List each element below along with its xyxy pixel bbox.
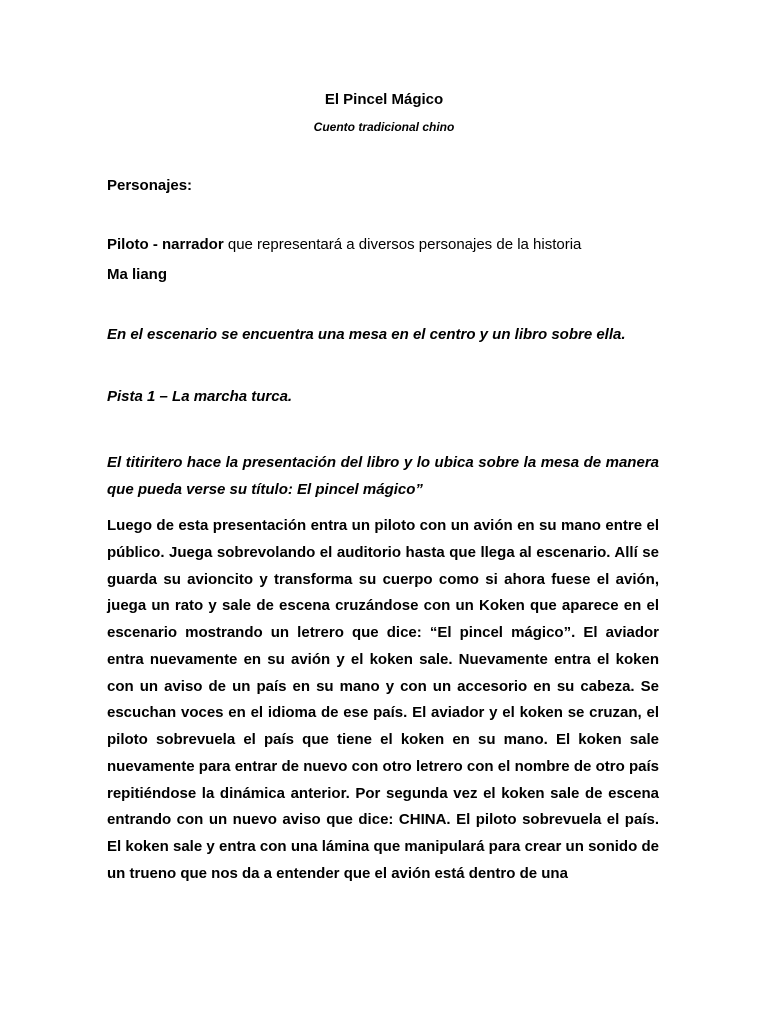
- paragraph-presentation: El titiritero hace la presentación del libro y lo ubica sobre la mesa de manera que pueda verse su título: El pincel mágico”: [107, 454, 659, 498]
- character-line-ma-liang: Ma liang: [107, 266, 168, 283]
- track-line: Pista 1 – La marcha turca.: [107, 388, 293, 405]
- stage-direction: En el escenario se encuentra una mesa en el centro y un libro sobre ella.: [107, 326, 626, 343]
- paragraph-narrative: Luego de esta presentación entra un piloto con un avión en su mano entre el público. Juega sobrevolando el auditorio hasta que llega al escenario. Allí se guarda su avioncito y transforma su cuerpo como si ahora fuese el avión, juega un rato y sale de escena cruzándose con un Koken que aparece en el escenario mostrando un letrero que dice: “El pincel mágico”. El aviador entra nuevamente en su avión y el koken sale. Nuevamente entra el koken con un aviso de un país en su mano y con un accesorio en su cabeza. Se escuchan voces en el idioma de ese país. El aviador y el koken se cruzan, el piloto sobrevuela el país que tiene el koken en su mano. El koken sale nuevamente para entrar de nuevo con otro letrero con el nombre de otro país repitiéndose la dinámica anterior. Por segunda vez el koken sale de escena entrando con un nuevo aviso que dice: CHINA. El piloto sobrevuela el país. El koken sale y entra con una lámina que manipulará para crear un sonido de un trueno que nos da a entender que el avión está dentro de una: [107, 517, 659, 882]
- character-line-piloto: [107, 236, 659, 253]
- document-subtitle: Cuento tradicional chino: [313, 120, 455, 134]
- character-name-piloto: Piloto - narrador: [107, 236, 224, 253]
- character-description-piloto: que representará a diversos personajes de la historia: [223, 236, 582, 253]
- document-title: El Pincel Mágico: [324, 91, 444, 108]
- personajes-heading: Personajes:: [107, 177, 193, 194]
